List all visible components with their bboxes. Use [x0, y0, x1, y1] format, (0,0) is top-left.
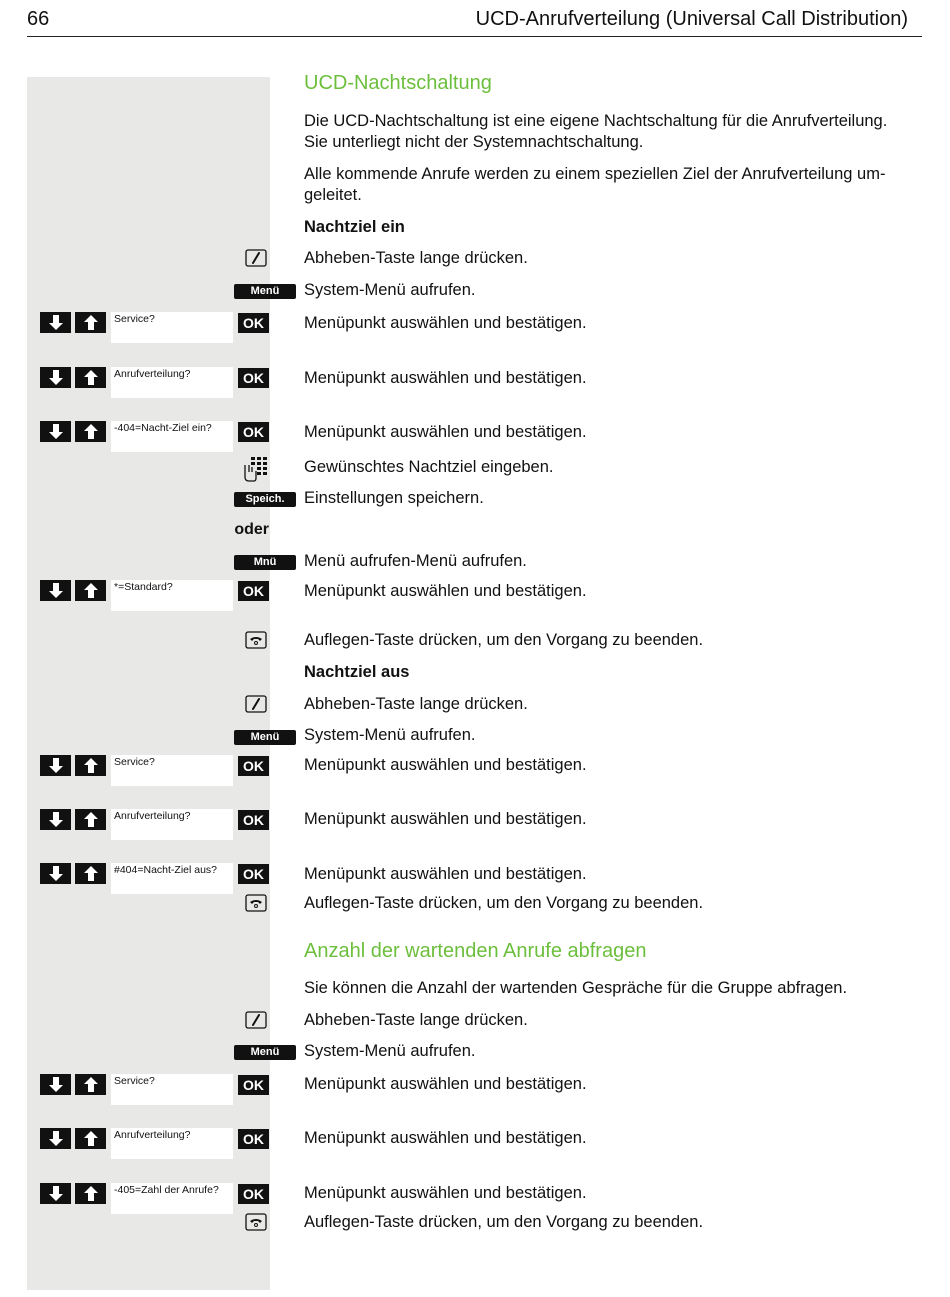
intro-paragraph — [304, 111, 924, 153]
save-softkey[interactable]: Speich. — [234, 492, 296, 507]
up-arrow-key[interactable] — [75, 580, 106, 601]
step-system-menu: System-Menü aufrufen. — [304, 1042, 476, 1060]
handset-hangup-icon — [245, 1213, 267, 1231]
up-arrow-key[interactable] — [75, 367, 106, 388]
step-system-menu: System-Menü aufrufen. — [304, 281, 476, 299]
display-anrufverteilung: Anrufverteilung? — [111, 1128, 233, 1159]
ok-key[interactable]: OK — [238, 864, 269, 884]
subheading-night-on: Nachtziel ein — [304, 218, 405, 236]
up-arrow-key[interactable] — [75, 421, 106, 442]
down-arrow-key[interactable] — [40, 809, 71, 830]
display-anrufverteilung: Anrufverteilung? — [111, 367, 233, 398]
subheading-night-off: Nachtziel aus — [304, 663, 410, 681]
display-night-on: ‐404=Nacht-Ziel ein? — [111, 421, 233, 452]
step-enter-target: Gewünschtes Nachtziel eingeben. — [304, 458, 554, 476]
up-arrow-key[interactable] — [75, 312, 106, 333]
display-service: Service? — [111, 1074, 233, 1105]
down-arrow-key[interactable] — [40, 863, 71, 884]
step-select: Menüpunkt auswählen und bestätigen. — [304, 1075, 587, 1093]
menu-softkey[interactable]: Menü — [234, 284, 296, 299]
page-number: 66 — [27, 8, 50, 30]
step-hangup: Auflegen-Taste drücken, um den Vorgang zu beenden. — [304, 631, 704, 649]
menu-softkey[interactable]: Menü — [234, 1045, 296, 1060]
or-label: oder — [234, 521, 269, 538]
step-hangup: Auflegen-Taste drücken, um den Vorgang zu beenden. — [304, 1213, 704, 1231]
section-heading-waiting-calls: Anzahl der wartenden Anrufe abfragen — [304, 940, 647, 962]
down-arrow-key[interactable] — [40, 367, 71, 388]
section-heading-night-mode: UCD-Nachtschaltung — [304, 72, 492, 94]
ok-key[interactable]: OK — [238, 1075, 269, 1095]
step-hangup: Auflegen-Taste drücken, um den Vorgang zu beenden. — [304, 894, 704, 912]
step-menu-call: Menü aufrufen-Menü aufrufen. — [304, 552, 527, 570]
page-header — [27, 0, 922, 37]
step-select: Menüpunkt auswählen und bestätigen. — [304, 314, 587, 332]
handset-hangup-icon — [245, 894, 267, 912]
step-select: Menüpunkt auswählen und bestätigen. — [304, 756, 587, 774]
up-arrow-key[interactable] — [75, 1128, 106, 1149]
ok-key[interactable]: OK — [238, 1184, 269, 1204]
step-select: Menüpunkt auswählen und bestätigen. — [304, 865, 587, 883]
ok-key[interactable]: OK — [238, 756, 269, 776]
display-standard: *=Standard? — [111, 580, 233, 611]
up-arrow-key[interactable] — [75, 755, 106, 776]
ok-key[interactable]: OK — [238, 1129, 269, 1149]
handset-lift-icon — [245, 1011, 267, 1029]
up-arrow-key[interactable] — [75, 863, 106, 884]
mnu-softkey[interactable]: Mnü — [234, 555, 296, 570]
up-arrow-key[interactable] — [75, 809, 106, 830]
ok-key[interactable]: OK — [238, 313, 269, 333]
step-select: Menüpunkt auswählen und bestätigen. — [304, 1129, 587, 1147]
page-title: UCD-Anrufverteilung (Universal Call Distribution) — [475, 8, 908, 30]
menu-softkey[interactable]: Menü — [234, 730, 296, 745]
step-save: Einstellungen speichern. — [304, 489, 484, 507]
waiting-calls-paragraph: Sie können die Anzahl der wartenden Gespräche für die Gruppe abfragen. — [304, 979, 848, 997]
handset-lift-icon — [245, 695, 267, 713]
step-lift: Abheben-Taste lange drücken. — [304, 249, 528, 267]
step-lift: Abheben-Taste lange drücken. — [304, 1011, 528, 1029]
keypad-icon — [242, 455, 268, 483]
ok-key[interactable]: OK — [238, 368, 269, 388]
side-panel — [27, 77, 270, 1290]
display-night-off: #404=Nacht-Ziel aus? — [111, 863, 233, 894]
display-service: Service? — [111, 312, 233, 343]
redirect-line-1: Alle kommende Anrufe werden zu einem speziellen Ziel der Anrufverteilung um- — [304, 165, 886, 183]
step-select: Menüpunkt auswählen und bestätigen. — [304, 369, 587, 387]
display-anrufverteilung: Anrufverteilung? — [111, 809, 233, 840]
ok-key[interactable]: OK — [238, 422, 269, 442]
down-arrow-key[interactable] — [40, 580, 71, 601]
down-arrow-key[interactable] — [40, 1074, 71, 1095]
handset-lift-icon — [245, 249, 267, 267]
step-select: Menüpunkt auswählen und bestätigen. — [304, 423, 587, 441]
ok-key[interactable]: OK — [238, 810, 269, 830]
display-waiting-count: ‐405=Zahl der Anrufe? — [111, 1183, 233, 1214]
redirect-paragraph — [304, 164, 924, 206]
up-arrow-key[interactable] — [75, 1183, 106, 1204]
redirect-line-2: geleitet. — [304, 186, 362, 204]
step-select: Menüpunkt auswählen und bestätigen. — [304, 582, 587, 600]
down-arrow-key[interactable] — [40, 421, 71, 442]
down-arrow-key[interactable] — [40, 1183, 71, 1204]
down-arrow-key[interactable] — [40, 1128, 71, 1149]
intro-line-2: Sie unterliegt nicht der Systemnachtschaltung. — [304, 133, 644, 151]
step-lift: Abheben-Taste lange drücken. — [304, 695, 528, 713]
ok-key[interactable]: OK — [238, 581, 269, 601]
down-arrow-key[interactable] — [40, 755, 71, 776]
step-select: Menüpunkt auswählen und bestätigen. — [304, 1184, 587, 1202]
down-arrow-key[interactable] — [40, 312, 71, 333]
up-arrow-key[interactable] — [75, 1074, 106, 1095]
display-service: Service? — [111, 755, 233, 786]
handset-hangup-icon — [245, 631, 267, 649]
step-system-menu: System-Menü aufrufen. — [304, 726, 476, 744]
intro-line-1: Die UCD-Nachtschaltung ist eine eigene Nachtschaltung für die Anrufverteilung. — [304, 112, 888, 130]
step-select: Menüpunkt auswählen und bestätigen. — [304, 810, 587, 828]
